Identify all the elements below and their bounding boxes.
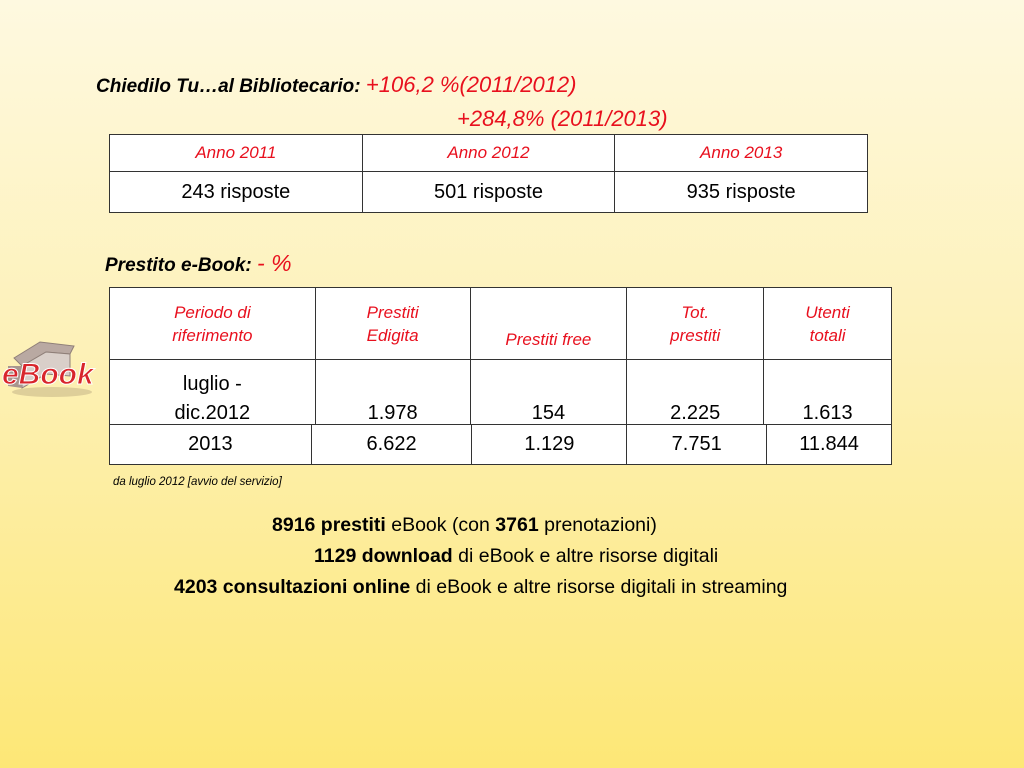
- table-cell: 6.622: [311, 425, 472, 465]
- table-cell: 501 risposte: [362, 172, 615, 213]
- chiedilo-label: Chiedilo Tu…al Bibliotecario:: [96, 76, 361, 97]
- header-text: prestiti: [670, 325, 721, 345]
- stat-consultazioni: [174, 576, 787, 599]
- header-cell: Anno 2013: [615, 135, 868, 172]
- header-text: totali: [809, 325, 846, 345]
- chiedilo-growth-1: +106,2 %(2011/2012): [365, 72, 577, 97]
- prestito-table: [109, 287, 892, 435]
- stat-text: di eBook e altre risorse digitali: [452, 545, 719, 567]
- header-text: Periodo di: [174, 302, 251, 322]
- header-cell-edigita: [315, 288, 470, 360]
- header-cell-tot: [627, 288, 764, 360]
- chiedilo-table: [109, 134, 868, 213]
- table-cell: 2.225: [627, 360, 764, 435]
- stat-bold: 8916 prestiti: [272, 514, 386, 536]
- stat-text: di eBook e altre risorse digitali in streaming: [410, 576, 788, 598]
- table-row: [110, 172, 868, 213]
- stat-text: prenotazioni): [538, 514, 657, 536]
- header-cell-free: Prestiti free: [470, 288, 627, 360]
- stat-text: eBook (con: [385, 514, 496, 536]
- header-text: Prestiti: [366, 302, 419, 322]
- header-text: Tot.: [681, 302, 710, 322]
- stat-bold: 1129 download: [314, 545, 453, 567]
- prestito-table-2013: [109, 424, 892, 465]
- stat-prestiti: [272, 514, 657, 537]
- header-cell-utenti: [764, 288, 892, 360]
- table-cell: 154: [470, 360, 627, 435]
- header-cell-periodo: [110, 288, 316, 360]
- table-cell: 935 risposte: [615, 172, 868, 213]
- logo-text: eBook: [2, 358, 94, 391]
- stat-bold: 3761: [495, 514, 539, 536]
- table-cell: 7.751: [627, 425, 767, 465]
- prestito-title: [105, 250, 292, 277]
- cell-text: dic.2012: [174, 402, 251, 424]
- header-text: Utenti: [805, 302, 850, 322]
- chiedilo-title: [96, 72, 577, 98]
- header-text: riferimento: [172, 325, 253, 345]
- stat-download: [314, 545, 718, 568]
- table-cell: 1.613: [764, 360, 892, 435]
- header-cell: Anno 2011: [110, 135, 363, 172]
- stat-bold: 4203 consultazioni online: [174, 576, 411, 598]
- table-cell: 11.844: [767, 425, 892, 465]
- table-cell: 243 risposte: [110, 172, 363, 213]
- prestito-growth: - %: [257, 250, 292, 276]
- ebook-logo-icon: [0, 336, 100, 400]
- service-note: da luglio 2012 [avvio del servizio]: [113, 476, 282, 488]
- table-cell: 1.978: [315, 360, 470, 435]
- table-row: [110, 425, 892, 465]
- chiedilo-growth-2: +284,8% (2011/2013): [457, 106, 668, 131]
- table-cell: 1.129: [472, 425, 627, 465]
- header-cell: Anno 2012: [362, 135, 615, 172]
- table-cell: 2013: [110, 425, 312, 465]
- table-header-row: [110, 288, 892, 360]
- table-header-row: [110, 135, 868, 172]
- header-text: Edigita: [366, 325, 419, 345]
- prestito-label: Prestito e-Book:: [105, 255, 252, 276]
- cell-text: luglio -: [182, 373, 242, 395]
